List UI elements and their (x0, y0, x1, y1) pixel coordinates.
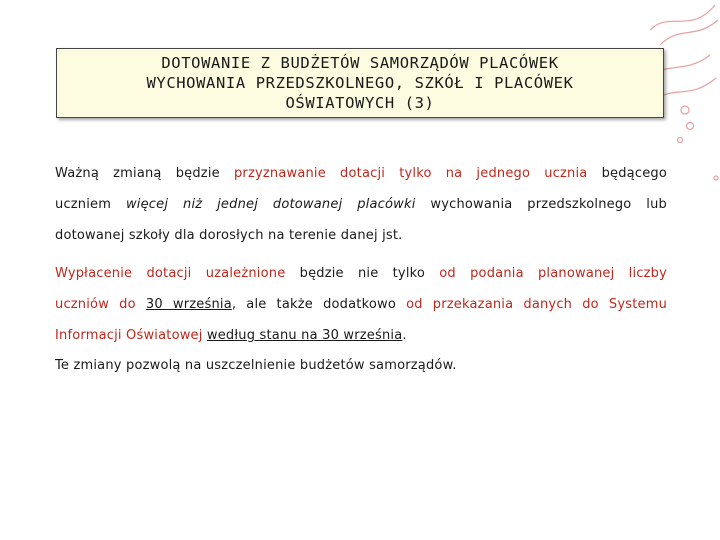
paragraph-3-line-1: Te zmiany pozwolą na uszczelnienie budżetów samorządów. (55, 358, 457, 373)
paragraph-1-line-2 (55, 189, 667, 220)
highlight-text: Wypłacenie dotacji uzależnione (55, 266, 286, 281)
italic-text: więcej niż jednej dotowanej placówki (125, 197, 416, 212)
text-segment: wychowania przedszkolnego lub (415, 197, 667, 212)
paragraph-1-line-1 (55, 158, 667, 189)
paragraph-2-line-3 (55, 320, 667, 351)
text-segment: . (402, 328, 407, 343)
paragraph-1 (55, 158, 667, 251)
title-line-3: OŚWIATOWYCH (3) (285, 94, 435, 112)
paragraph-2-line-2 (55, 289, 667, 320)
highlight-text: przyznawanie dotacji tylko na jednego ucznia (233, 166, 588, 181)
paragraph-2 (55, 258, 667, 351)
highlight-text: od przekazania danych do Systemu (406, 297, 668, 312)
text-segment: , ale także dodatkowo (231, 297, 407, 312)
text-segment: uczniem (55, 197, 126, 212)
slide-title-box (56, 48, 664, 118)
underlined-text: 30 września (145, 297, 232, 312)
title-line-1: DOTOWANIE Z BUDŻETÓW SAMORZĄDÓW PLACÓWEK (161, 54, 559, 72)
paragraph-3 (55, 350, 667, 381)
text-segment: będzie nie tylko (285, 266, 440, 281)
text-segment: będącego (587, 166, 667, 181)
text-segment: Ważną zmianą będzie (55, 166, 234, 181)
highlight-text: uczniów do (55, 297, 146, 312)
paragraph-2-line-1 (55, 258, 667, 289)
title-line-2: WYCHOWANIA PRZEDSZKOLNEGO, SZKÓŁ I PLACÓWEK (146, 74, 574, 92)
highlight-text: Informacji Oświatowej (55, 328, 203, 343)
underlined-text: według stanu na 30 września (206, 328, 403, 343)
highlight-text: od podania planowanej liczby (439, 266, 667, 281)
paragraph-1-line-3: dotowanej szkoły dla dorosłych na terenie danej jst. (55, 228, 403, 243)
